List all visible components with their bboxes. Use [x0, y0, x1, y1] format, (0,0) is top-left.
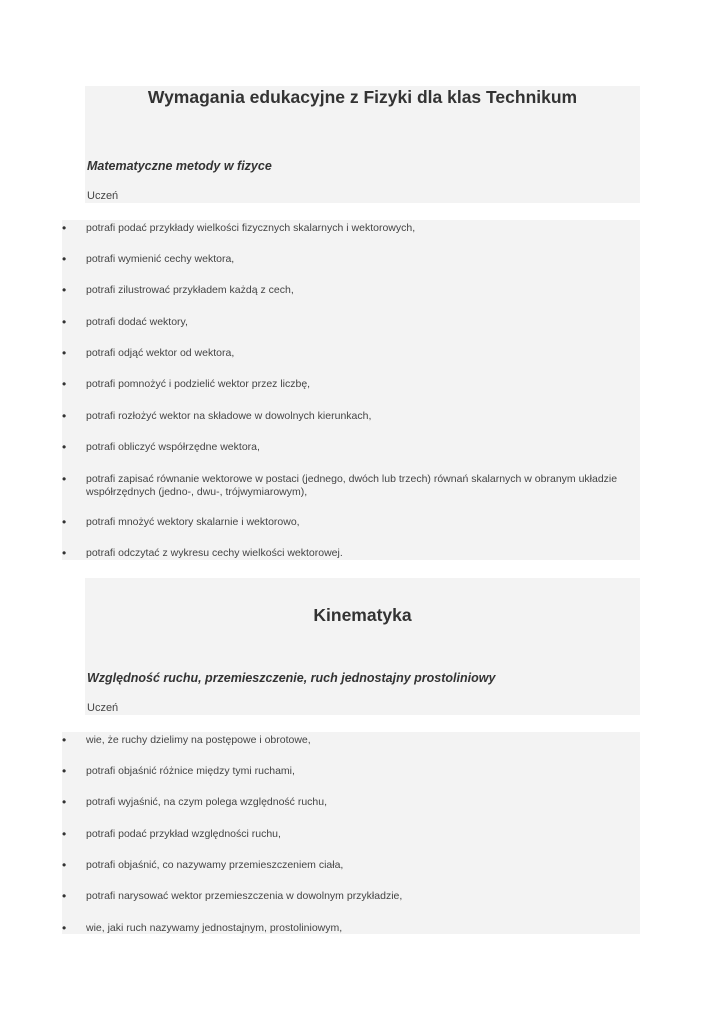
list-item-text: potrafi rozłożyć wektor na składowe w dowolnych kierunkach,	[86, 410, 372, 422]
list-item-text: potrafi dodać wektory,	[86, 316, 188, 328]
list-item-text: potrafi wymienić cechy wektora,	[86, 253, 235, 265]
section1-list	[62, 220, 640, 560]
section2-lead: Uczeń	[87, 702, 119, 714]
bullet-icon: •	[62, 733, 67, 747]
section1-lead: Uczeń	[87, 190, 119, 202]
list-item-text: wie, że ruchy dzielimy na postępowe i obrotowe,	[86, 734, 311, 746]
bullet-icon: •	[62, 795, 67, 809]
list-item-text: potrafi narysować wektor przemieszczenia w dowolnym przykładzie,	[86, 890, 403, 902]
bullet-icon: •	[62, 315, 67, 329]
list-item-text: potrafi podać przykład względności ruchu,	[86, 828, 281, 840]
list-item-text: potrafi objaśnić różnice między tymi ruchami,	[86, 765, 295, 777]
list-item-text: potrafi pomnożyć i podzielić wektor przez liczbę,	[86, 378, 311, 390]
list-item-text: wie, jaki ruch nazywamy jednostajnym, prostoliniowym,	[86, 922, 343, 934]
bullet-icon: •	[62, 921, 67, 935]
section2-title: Kinematyka	[313, 605, 412, 625]
list-item-text: potrafi odczytać z wykresu cechy wielkości wektorowej.	[86, 547, 343, 559]
bullet-icon: •	[62, 764, 67, 778]
bullet-icon: •	[62, 283, 67, 297]
bullet-icon: •	[62, 858, 67, 872]
bullet-icon: •	[62, 472, 67, 486]
list-item-text: potrafi obliczyć współrzędne wektora,	[86, 441, 260, 453]
list-item-text: potrafi mnożyć wektory skalarnie i wektorowo,	[86, 516, 300, 528]
section1-subtitle: Matematyczne metody w fizyce	[87, 159, 272, 173]
bullet-icon: •	[62, 515, 67, 529]
bullet-icon: •	[62, 827, 67, 841]
list-item-text: potrafi podać przykłady wielkości fizycznych skalarnych i wektorowych,	[86, 222, 416, 234]
bullet-icon: •	[62, 221, 67, 235]
section2-list	[62, 732, 640, 934]
list-item-text: potrafi zilustrować przykładem każdą z cech,	[86, 284, 294, 296]
list-item-text: potrafi odjąć wektor od wektora,	[86, 347, 235, 359]
bullet-icon: •	[62, 252, 67, 266]
list-item-text: potrafi zapisać równanie wektorowe w postaci (jednego, dwóch lub trzech) równań skalarnych w obranym układzie współrzędnych (jedno-, dwu-, trójwymiarowym),	[86, 473, 618, 498]
bullet-icon: •	[62, 377, 67, 391]
section1-header	[85, 86, 640, 203]
bullet-icon: •	[62, 346, 67, 360]
section2-subtitle: Względność ruchu, przemieszczenie, ruch jednostajny prostoliniowy	[87, 671, 496, 685]
page-title: Wymagania edukacyjne z Fizyki dla klas Technikum	[147, 87, 578, 107]
list-item-text: potrafi objaśnić, co nazywamy przemieszczeniem ciała,	[86, 859, 344, 871]
bullet-icon: •	[62, 440, 67, 454]
bullet-icon: •	[62, 409, 67, 423]
section2-header	[85, 578, 640, 715]
list-item-text: potrafi wyjaśnić, na czym polega względność ruchu,	[86, 796, 328, 808]
bullet-icon: •	[62, 546, 67, 560]
bullet-icon: •	[62, 889, 67, 903]
